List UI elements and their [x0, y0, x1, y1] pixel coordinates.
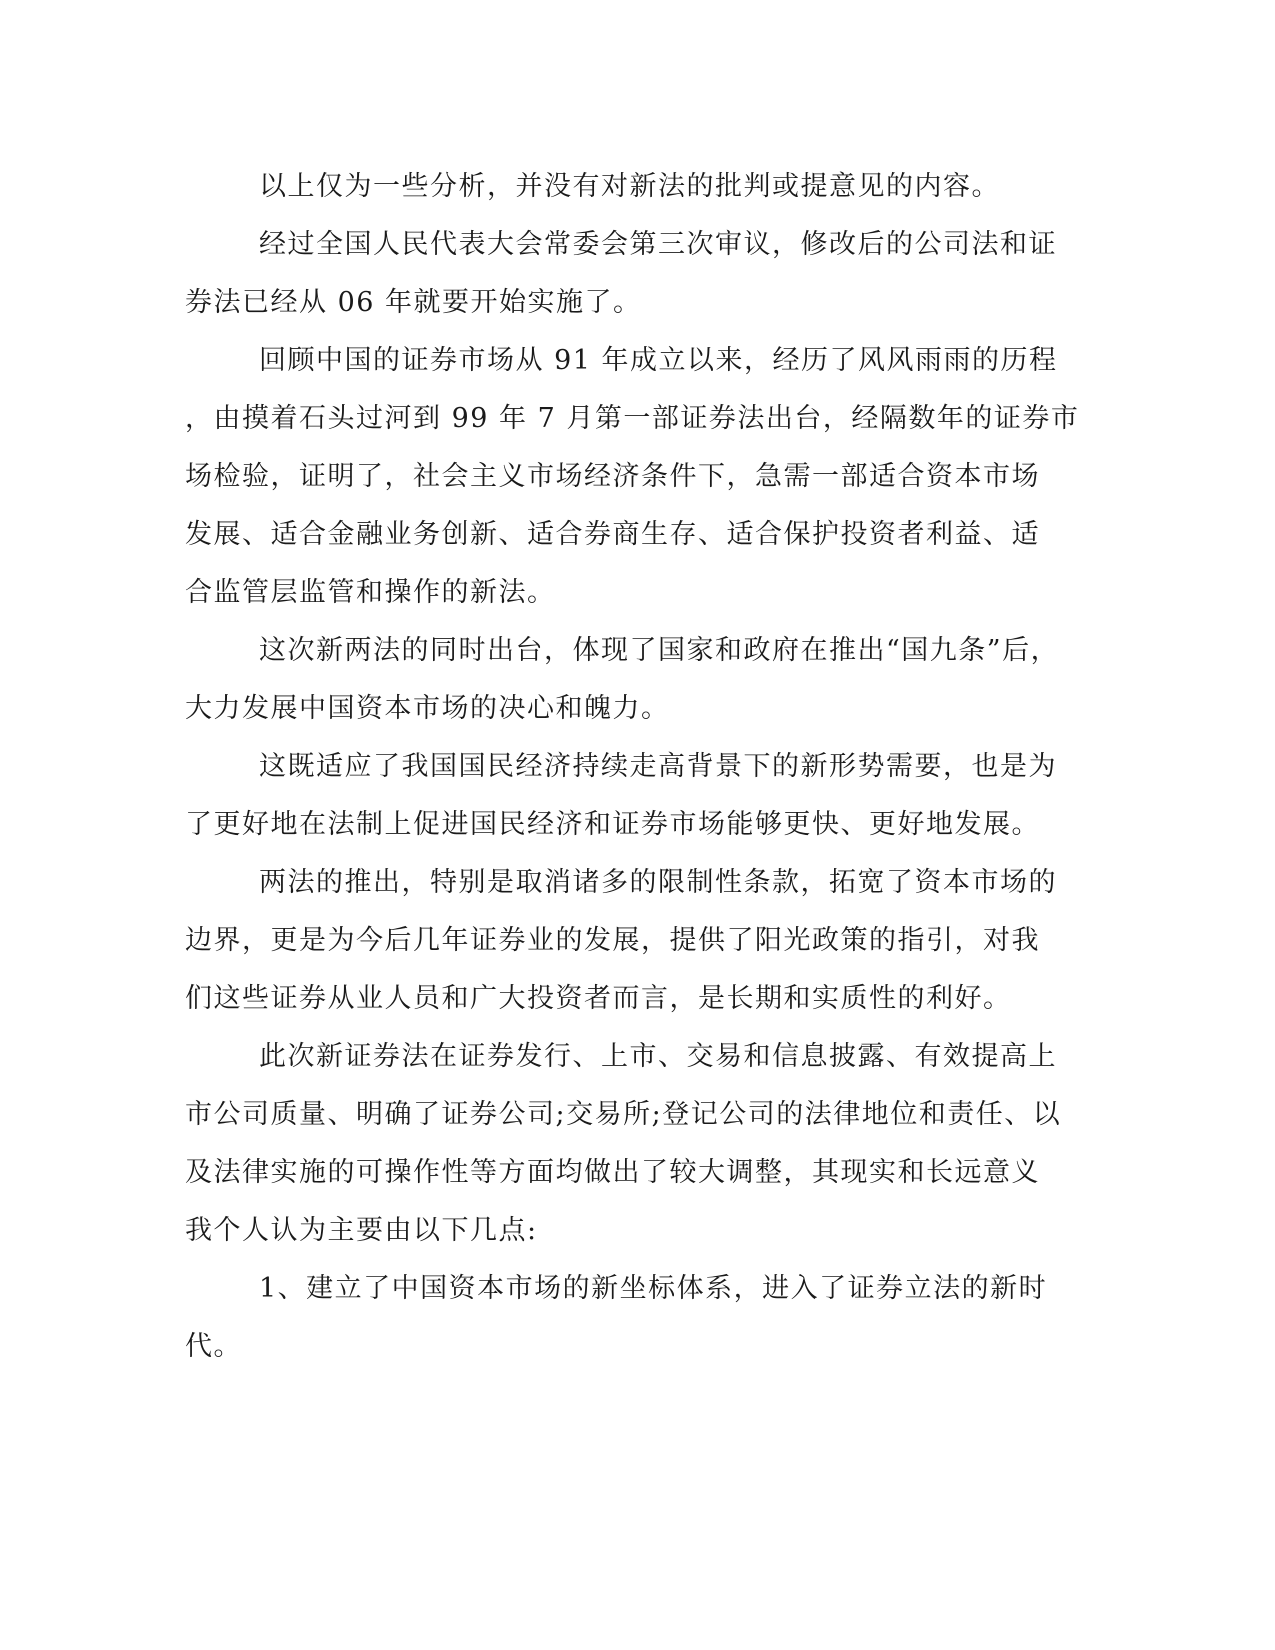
paragraph: [185, 332, 1080, 622]
text-line: 们这些证券从业人员和广大投资者而言，是长期和实质性的利好。: [185, 983, 1012, 1014]
text-line: 两法的推出，特别是取消诸多的限制性条款，拓宽了资本市场的: [259, 867, 1057, 898]
document-body: [185, 158, 1080, 1376]
text-line: 我个人认为主要由以下几点:: [185, 1215, 538, 1246]
text-line: 了更好地在法制上促进国民经济和证券市场能够更快、更好地发展。: [185, 809, 1040, 840]
paragraph: [185, 738, 1057, 854]
text-line: 此次新证券法在证券发行、上市、交易和信息披露、有效提高上: [259, 1041, 1057, 1072]
text-line: 场检验，证明了，社会主义市场经济条件下，急需一部适合资本市场: [185, 461, 1040, 492]
text-line: 边界，更是为今后几年证券业的发展，提供了阳光政策的指引，对我: [185, 925, 1040, 956]
paragraph: [185, 158, 1040, 216]
paragraph: [185, 216, 1057, 332]
text-line: 大力发展中国资本市场的决心和魄力。: [185, 693, 670, 724]
text-line: 这次新两法的同时出台，体现了国家和政府在推出“国九条”后，: [259, 635, 1060, 666]
paragraph: [185, 622, 1060, 738]
text-line: 市公司质量、明确了证券公司;交易所;登记公司的法律地位和责任、以: [185, 1099, 1062, 1130]
paragraph: [185, 854, 1057, 1028]
text-line: 1、建立了中国资本市场的新坐标体系，进入了证券立法的新时: [259, 1273, 1048, 1304]
paragraph: [185, 1260, 1048, 1376]
text-line: 代。: [185, 1331, 242, 1362]
text-line: 回顾中国的证券市场从 91 年成立以来，经历了风风雨雨的历程: [259, 345, 1058, 376]
text-line: 以上仅为一些分析，并没有对新法的批判或提意见的内容。: [259, 171, 1000, 202]
text-line: 合监管层监管和操作的新法。: [185, 577, 556, 608]
text-line: ，由摸着石头过河到 99 年 7 月第一部证券法出台，经隔数年的证券市: [185, 403, 1080, 434]
text-line: 及法律实施的可操作性等方面均做出了较大调整，其现实和长远意义: [185, 1157, 1040, 1188]
text-line: 发展、适合金融业务创新、适合券商生存、适合保护投资者利益、适: [185, 519, 1040, 550]
text-line: 这既适应了我国国民经济持续走高背景下的新形势需要，也是为: [259, 751, 1057, 782]
text-line: 经过全国人民代表大会常委会第三次审议，修改后的公司法和证: [259, 229, 1057, 260]
text-line: 券法已经从 06 年就要开始实施了。: [185, 287, 642, 318]
paragraph: [185, 1028, 1062, 1260]
